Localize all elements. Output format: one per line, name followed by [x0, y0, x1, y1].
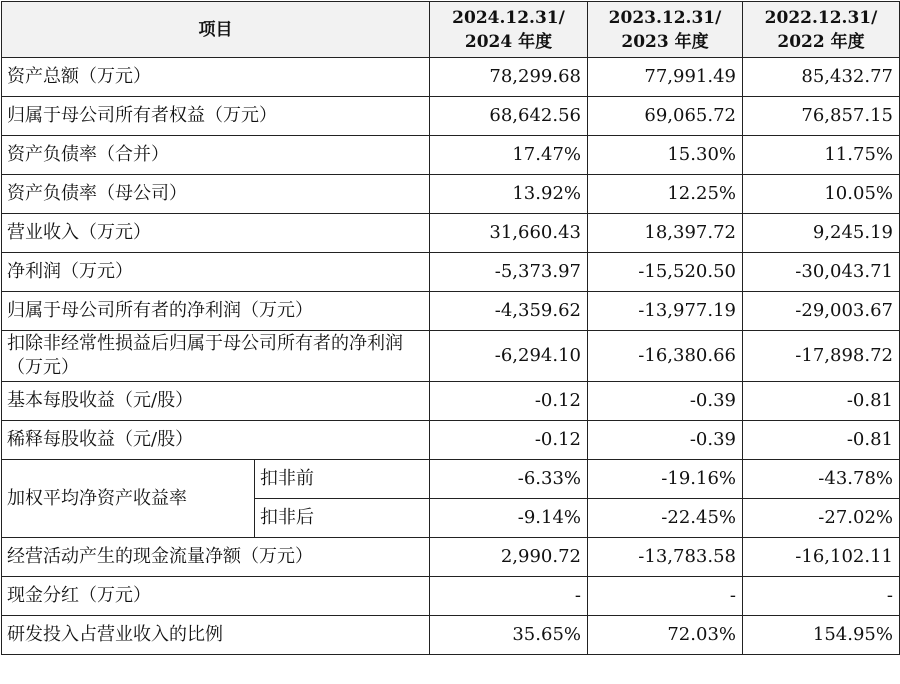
- cell-2023: 18,397.72: [588, 214, 743, 253]
- cell-2022: -16,102.11: [743, 538, 900, 577]
- cell-2024: 2,990.72: [430, 538, 588, 577]
- roe-sub-label: 扣非前: [255, 460, 430, 499]
- header-col-2023: [588, 2, 743, 58]
- cell-2022: 11.75%: [743, 136, 900, 175]
- row-label: 资产负债率（合并）: [2, 136, 430, 175]
- cell-2024: -9.14%: [430, 499, 588, 538]
- cell-2024: -6.33%: [430, 460, 588, 499]
- cell-2023: 15.30%: [588, 136, 743, 175]
- cell-2024: 17.47%: [430, 136, 588, 175]
- cell-2024: 13.92%: [430, 175, 588, 214]
- financial-data-table: [1, 1, 900, 655]
- cell-2024: -: [430, 577, 588, 616]
- header-col-2024-date: 2024.12.31/: [452, 7, 565, 28]
- cell-2022: -30,043.71: [743, 253, 900, 292]
- table-row: [2, 421, 900, 460]
- table-row: [2, 97, 900, 136]
- cell-2023: -: [588, 577, 743, 616]
- roe-label: 加权平均净资产收益率: [2, 460, 255, 538]
- table-row: [2, 175, 900, 214]
- cell-2023: -0.39: [588, 421, 743, 460]
- row-label: 基本每股收益（元/股）: [2, 382, 430, 421]
- header-col-2022-date: 2022.12.31/: [764, 7, 878, 28]
- cell-2023: -13,783.58: [588, 538, 743, 577]
- cell-2023: -15,520.50: [588, 253, 743, 292]
- table-row: [2, 292, 900, 331]
- cell-2024: 78,299.68: [430, 58, 588, 97]
- table-row: [2, 382, 900, 421]
- table-row: [2, 214, 900, 253]
- cell-2024: -5,373.97: [430, 253, 588, 292]
- cell-2024: -4,359.62: [430, 292, 588, 331]
- cell-2022: -0.81: [743, 382, 900, 421]
- table-row: [2, 460, 900, 499]
- header-item: 项目: [2, 2, 430, 58]
- cell-2022: -29,003.67: [743, 292, 900, 331]
- row-label: 净利润（万元）: [2, 253, 430, 292]
- cell-2022: 10.05%: [743, 175, 900, 214]
- cell-2022: 9,245.19: [743, 214, 900, 253]
- table-row: [2, 253, 900, 292]
- cell-2022: -0.81: [743, 421, 900, 460]
- cell-2024: 68,642.56: [430, 97, 588, 136]
- cell-2024: 35.65%: [430, 616, 588, 655]
- row-label: 现金分红（万元）: [2, 577, 430, 616]
- row-label: 营业收入（万元）: [2, 214, 430, 253]
- row-label: 资产负债率（母公司）: [2, 175, 430, 214]
- header-col-2024: [430, 2, 588, 58]
- cell-2023: 72.03%: [588, 616, 743, 655]
- cell-2022: -: [743, 577, 900, 616]
- cell-2023: -0.39: [588, 382, 743, 421]
- header-col-2023-year: 2023 年度: [621, 31, 709, 52]
- row-label: 经营活动产生的现金流量净额（万元）: [2, 538, 430, 577]
- table-row: [2, 538, 900, 577]
- row-label: 扣除非经常性损益后归属于母公司所有者的净利润（万元）: [2, 331, 430, 382]
- table-row: [2, 331, 900, 382]
- cell-2024: -0.12: [430, 382, 588, 421]
- cell-2023: -22.45%: [588, 499, 743, 538]
- roe-sub-label: 扣非后: [255, 499, 430, 538]
- cell-2022: -17,898.72: [743, 331, 900, 382]
- cell-2022: 76,857.15: [743, 97, 900, 136]
- cell-2022: -27.02%: [743, 499, 900, 538]
- cell-2022: -43.78%: [743, 460, 900, 499]
- cell-2024: 31,660.43: [430, 214, 588, 253]
- header-col-2022-year: 2022 年度: [777, 31, 865, 52]
- row-label: 研发投入占营业收入的比例: [2, 616, 430, 655]
- table-row: [2, 58, 900, 97]
- row-label: 归属于母公司所有者的净利润（万元）: [2, 292, 430, 331]
- header-col-2022: [743, 2, 900, 58]
- cell-2023: 77,991.49: [588, 58, 743, 97]
- table-row: [2, 616, 900, 655]
- cell-2023: 69,065.72: [588, 97, 743, 136]
- cell-2024: -6,294.10: [430, 331, 588, 382]
- row-label: 归属于母公司所有者权益（万元）: [2, 97, 430, 136]
- cell-2022: 154.95%: [743, 616, 900, 655]
- table-row: [2, 136, 900, 175]
- table-row: [2, 577, 900, 616]
- row-label: 资产总额（万元）: [2, 58, 430, 97]
- cell-2023: 12.25%: [588, 175, 743, 214]
- header-col-2024-year: 2024 年度: [464, 31, 553, 52]
- cell-2022: 85,432.77: [743, 58, 900, 97]
- row-label: 稀释每股收益（元/股）: [2, 421, 430, 460]
- cell-2024: -0.12: [430, 421, 588, 460]
- header-col-2023-date: 2023.12.31/: [608, 7, 722, 28]
- cell-2023: -13,977.19: [588, 292, 743, 331]
- header-row: [2, 2, 900, 58]
- cell-2023: -16,380.66: [588, 331, 743, 382]
- cell-2023: -19.16%: [588, 460, 743, 499]
